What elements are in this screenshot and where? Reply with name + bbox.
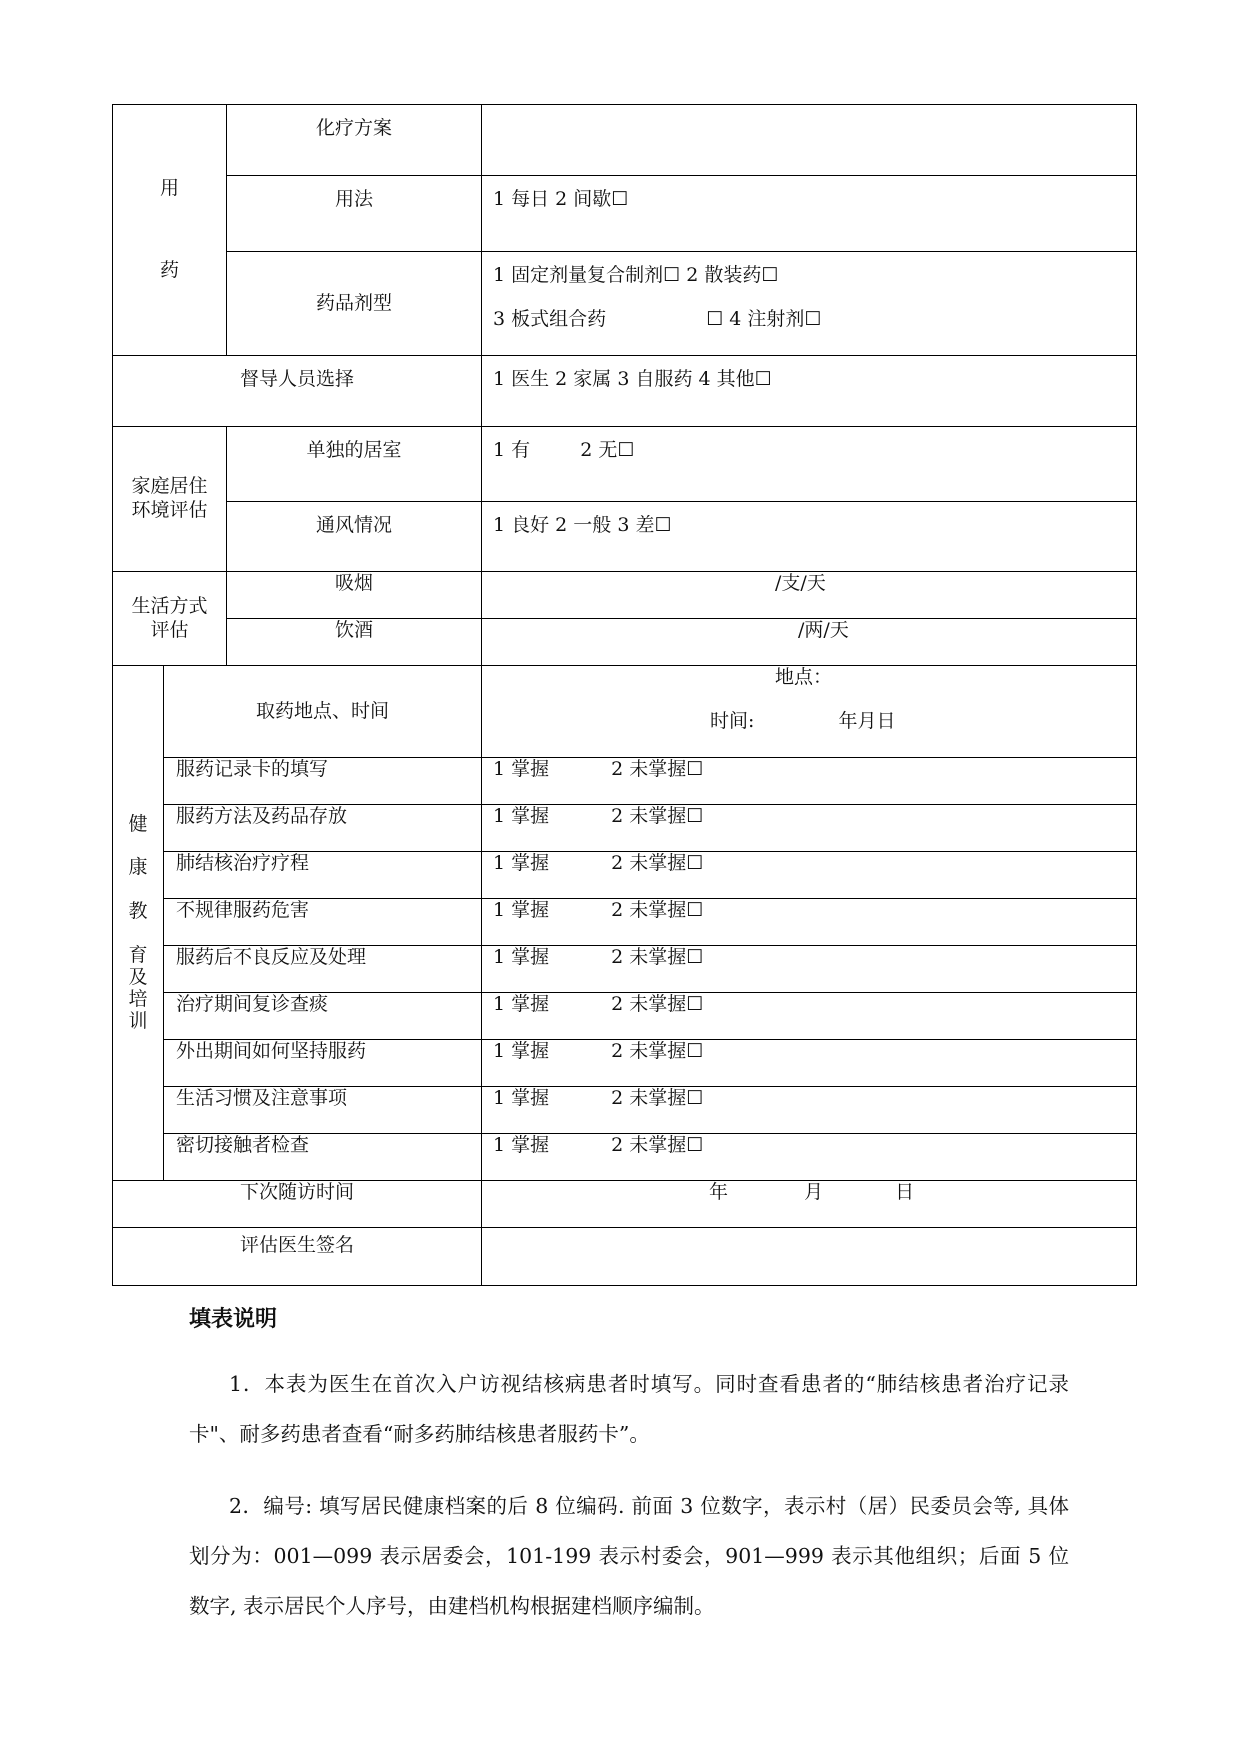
option-mastered: 1 掌握 <box>493 805 550 827</box>
smoking-value-cell[interactable] <box>482 572 1137 619</box>
regimen-value[interactable] <box>482 105 1137 176</box>
pickup-value-cell[interactable] <box>482 666 1137 758</box>
room-row <box>113 427 1137 502</box>
option-not-mastered: 2 未掌握☐ <box>611 1134 704 1156</box>
regimen-label: 化疗方案 <box>227 105 482 176</box>
dosage-form-line-2a: 3 板式组合药 <box>493 307 607 330</box>
usage-label: 用法 <box>227 176 482 252</box>
form-instructions <box>189 1302 1069 1653</box>
option-not-mastered: 2 未掌握☐ <box>611 1040 704 1062</box>
regimen-row <box>113 105 1137 176</box>
health-edu-char-6: 培 <box>128 987 148 1010</box>
edu-item-options[interactable] <box>482 1134 1137 1181</box>
edu-item-options[interactable] <box>482 852 1137 899</box>
supervisor-row <box>113 356 1137 427</box>
health-edu-char-2: 康 <box>128 856 148 879</box>
instructions-title: 填表说明 <box>189 1307 278 1332</box>
pickup-time <box>482 690 1136 734</box>
ventilation-row <box>113 502 1137 572</box>
ventilation-options[interactable]: 1 良好 2 一般 3 差☐ <box>482 502 1137 572</box>
health-edu-char-1: 健 <box>128 812 148 835</box>
edu-item-label: 肺结核治疗疗程 <box>164 852 482 899</box>
ventilation-label: 通风情况 <box>227 502 482 572</box>
supervisor-options[interactable]: 1 医生 2 家属 3 自服药 4 其他☐ <box>482 356 1137 427</box>
edu-item-options[interactable] <box>482 1040 1137 1087</box>
lifestyle-section-label <box>113 572 227 666</box>
health-edu-char-4: 育 <box>128 944 148 967</box>
option-mastered: 1 掌握 <box>493 758 550 780</box>
room-option-a: 1 有 <box>493 439 531 461</box>
edu-item-row <box>113 1040 1137 1087</box>
next-visit-month: 月 <box>804 1181 824 1203</box>
home-env-label-1: 家庭居住 <box>131 475 208 498</box>
edu-item-row <box>113 805 1137 852</box>
room-options[interactable] <box>482 427 1137 502</box>
option-not-mastered: 2 未掌握☐ <box>611 805 704 827</box>
next-visit-row <box>113 1181 1137 1228</box>
option-not-mastered: 2 未掌握☐ <box>611 899 704 921</box>
home-env-label-2: 环境评估 <box>131 499 208 521</box>
usage-row <box>113 176 1137 252</box>
medication-section-label <box>113 105 227 356</box>
drinking-label: 饮酒 <box>227 619 482 666</box>
medication-label-1: 用 <box>160 177 180 200</box>
signature-label: 评估医生签名 <box>113 1228 482 1286</box>
edu-item-options[interactable] <box>482 899 1137 946</box>
smoking-row <box>113 572 1137 619</box>
edu-item-options[interactable] <box>482 805 1137 852</box>
edu-item-label: 密切接触者检查 <box>164 1134 482 1181</box>
edu-item-label: 服药后不良反应及处理 <box>164 946 482 993</box>
drinking-row <box>113 619 1137 666</box>
option-not-mastered: 2 未掌握☐ <box>611 993 704 1015</box>
dosage-form-options[interactable] <box>482 252 1137 356</box>
edu-item-label: 服药方法及药品存放 <box>164 805 482 852</box>
home-env-section-label <box>113 427 227 572</box>
signature-row <box>113 1228 1137 1286</box>
option-mastered: 1 掌握 <box>493 1134 550 1156</box>
next-visit-label: 下次随访时间 <box>113 1181 482 1228</box>
smoking-label: 吸烟 <box>227 572 482 619</box>
pickup-place: 地点： <box>775 666 833 688</box>
next-visit-date[interactable] <box>482 1181 1137 1228</box>
room-label: 单独的居室 <box>227 427 482 502</box>
option-mastered: 1 掌握 <box>493 1040 550 1062</box>
option-not-mastered: 2 未掌握☐ <box>611 852 704 874</box>
edu-item-row <box>113 993 1137 1040</box>
next-visit-year: 年 <box>709 1181 729 1203</box>
option-not-mastered: 2 未掌握☐ <box>611 1087 704 1109</box>
usage-options[interactable]: 1 每日 2 间歇☐ <box>482 176 1137 252</box>
option-mastered: 1 掌握 <box>493 852 550 874</box>
edu-item-label: 外出期间如何坚持服药 <box>164 1040 482 1087</box>
edu-item-label: 服药记录卡的填写 <box>164 758 482 805</box>
edu-item-options[interactable] <box>482 946 1137 993</box>
edu-item-row <box>113 946 1137 993</box>
signature-value[interactable] <box>482 1228 1137 1286</box>
pickup-row <box>113 666 1137 758</box>
lifestyle-label-1: 生活方式 <box>131 594 208 617</box>
option-mastered: 1 掌握 <box>493 993 550 1015</box>
pickup-time-label: 时间: <box>710 709 755 732</box>
option-mastered: 1 掌握 <box>493 946 550 968</box>
instruction-paragraph-1: 1．本表为医生在首次入户访视结核病患者时填写。同时查看患者的“肺结核患者治疗记录卡"、耐多药患者查看“耐多药肺结核患者服药卡”。 <box>189 1372 1069 1446</box>
edu-item-row <box>113 758 1137 805</box>
pickup-label: 取药地点、时间 <box>164 666 482 758</box>
drinking-unit: /两/天 <box>798 619 849 641</box>
edu-item-row <box>113 852 1137 899</box>
edu-item-options[interactable] <box>482 758 1137 805</box>
health-edu-char-7: 训 <box>128 1009 148 1032</box>
dosage-form-line-2 <box>493 308 1136 332</box>
option-not-mastered: 2 未掌握☐ <box>611 946 704 968</box>
option-mastered: 1 掌握 <box>493 1087 550 1109</box>
edu-item-label: 生活习惯及注意事项 <box>164 1087 482 1134</box>
dosage-form-row <box>113 252 1137 356</box>
edu-item-row <box>113 1134 1137 1181</box>
pickup-time-value: 年月日 <box>838 709 896 732</box>
medication-label-2: 药 <box>160 259 180 281</box>
supervisor-label: 督导人员选择 <box>113 356 482 427</box>
edu-item-label: 治疗期间复诊查痰 <box>164 993 482 1040</box>
edu-item-row <box>113 899 1137 946</box>
edu-item-row <box>113 1087 1137 1134</box>
option-mastered: 1 掌握 <box>493 899 550 921</box>
followup-form-table <box>112 104 1137 1286</box>
drinking-value-cell[interactable] <box>482 619 1137 666</box>
health-edu-char-5: 及 <box>128 965 148 988</box>
edu-item-options[interactable] <box>482 993 1137 1040</box>
health-edu-section-label <box>113 666 164 1181</box>
lifestyle-label-2: 评估 <box>150 618 189 641</box>
next-visit-day: 日 <box>895 1181 915 1203</box>
edu-item-options[interactable] <box>482 1087 1137 1134</box>
dosage-form-line-1: 1 固定剂量复合制剂☐ 2 散装药☐ <box>493 264 779 286</box>
edu-item-label: 不规律服药危害 <box>164 899 482 946</box>
dosage-form-label: 药品剂型 <box>227 252 482 356</box>
instruction-paragraph-2: 2．编号: 填写居民健康档案的后 8 位编码. 前面 3 位数字，表示村（居）民委员会等, 具体划分为：001—099 表示居委会，101-199 表示村委会，901—999 表示其他组织；后面 5 位数字, 表示居民个人序号，由建档机构根据建档顺序编制。 <box>189 1494 1069 1618</box>
option-not-mastered: 2 未掌握☐ <box>611 758 704 780</box>
room-option-b: 2 无☐ <box>580 439 635 461</box>
dosage-form-line-2b: ☐ 4 注射剂☐ <box>706 307 822 330</box>
smoking-unit: /支/天 <box>775 572 826 594</box>
health-edu-char-3: 教 <box>128 900 148 923</box>
